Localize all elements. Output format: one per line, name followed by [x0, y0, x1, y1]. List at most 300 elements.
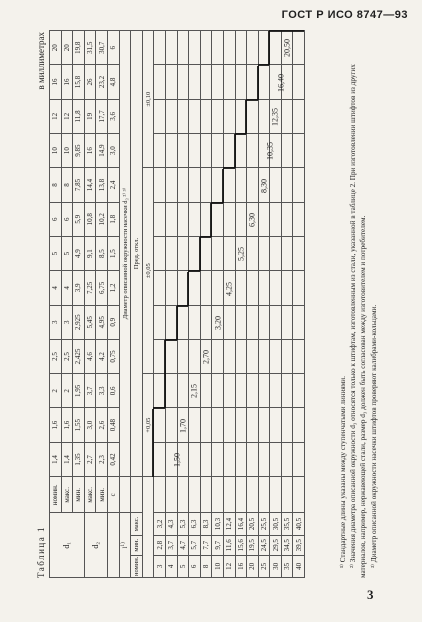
d1-cell: 8: [50, 168, 62, 202]
d1-cell: 1,95: [73, 374, 85, 408]
d3-cell: [293, 271, 305, 305]
d3-cell: [200, 305, 212, 339]
d3-cell: [281, 168, 293, 202]
d1-cell: 2,425: [73, 339, 85, 373]
d3-cell: [270, 168, 282, 202]
d3-cell: [258, 99, 270, 133]
d3-cell: [258, 236, 270, 270]
d3-cell: [212, 202, 224, 236]
d3-cell: [200, 271, 212, 305]
d3-cell: [281, 374, 293, 408]
d1-cell: 10: [61, 134, 73, 168]
l-cell: 3,7: [165, 535, 177, 555]
d3-cell: [177, 65, 189, 99]
d1-label: d₁: [50, 513, 85, 578]
d3-cell: [165, 374, 177, 408]
l-cell: 5,7: [189, 535, 201, 555]
d3-cell: [258, 271, 270, 305]
d1-cell: 2: [50, 374, 62, 408]
d1-cell: 5: [61, 236, 73, 270]
d3-cell: [177, 134, 189, 168]
d3-cell: [212, 134, 224, 168]
d3-cell: [212, 374, 224, 408]
d2-cell: 2,7: [84, 442, 96, 476]
l-subheader-row: [131, 31, 143, 578]
d3-cell: [165, 202, 177, 236]
tol-cell: ±0,05: [142, 168, 154, 374]
d2-cell: 3,3: [96, 374, 108, 408]
d2-row: [84, 31, 96, 578]
c-cell: 6: [107, 31, 119, 65]
d3-cell: [293, 31, 305, 65]
d3-cell: [223, 442, 235, 476]
l-row: [293, 31, 305, 578]
d1-cell: 8: [61, 168, 73, 202]
d1-cell: 2,5: [61, 339, 73, 373]
d3-cell: [247, 271, 259, 305]
c-cell: 0,48: [107, 408, 119, 442]
l-cell: 30: [270, 555, 282, 577]
d3-cell: [177, 339, 189, 373]
l-cell: 29,5: [270, 535, 282, 555]
d3-cell: [165, 65, 177, 99]
d3-cell: [200, 168, 212, 202]
d3-cell: [189, 271, 201, 305]
tol-label-pad: [131, 477, 143, 513]
d1-row: [73, 31, 85, 578]
d3-cell: [200, 99, 212, 133]
l-cell: 12,4: [223, 513, 235, 535]
d3-cell: [235, 305, 247, 339]
l-cell: 2,8: [154, 535, 166, 555]
d3-span-header: Диаметр описанной окружности насечки d₃ ²⁾ ³⁾: [119, 31, 131, 477]
l-row: [189, 31, 201, 578]
l-cell: 20,5: [247, 513, 259, 535]
footnote-2: ²⁾ Значения диаметра описанной окружности d₃ относятся только к штифтам, изготовленным из стали, указанной в таблице 2. При изготовлении штифтов из других материалов, например, нержавеющей стали, размер d₃ должен быть согласован между изготовителем и потребителем.: [349, 64, 368, 578]
d3-cell: [235, 65, 247, 99]
d3-cell: [293, 168, 305, 202]
l-cell: 40: [293, 555, 305, 577]
l-cell: 10,3: [212, 513, 224, 535]
d3-value: 6,30: [247, 213, 257, 227]
d2-cell: 31,5: [84, 31, 96, 65]
d3-cell: [293, 202, 305, 236]
d2-cell: 13,8: [96, 168, 108, 202]
d3-cell: [154, 202, 166, 236]
d1-cell: 12: [50, 99, 62, 133]
d3-cell: [258, 202, 270, 236]
d3-cell: [154, 99, 166, 133]
tol-header: Пред. откл.: [131, 31, 143, 477]
l-cell: 9,7: [212, 535, 224, 555]
d3-cell: [281, 202, 293, 236]
d1-cell: 4: [50, 271, 62, 305]
d1-cell: 15,8: [73, 65, 85, 99]
tol-cell: +0,05: [142, 374, 154, 477]
l-footnote-ref: 1): [120, 542, 127, 547]
l-pad: [165, 477, 177, 513]
d2-cell: 9,1: [84, 236, 96, 270]
tol-cell: ±0,10: [142, 31, 154, 168]
d2-cell: 16: [84, 134, 96, 168]
d3-cell: [223, 202, 235, 236]
page-number: 3: [367, 587, 374, 602]
d3-value: 8,30: [259, 179, 268, 193]
d3-cell: [281, 271, 293, 305]
d3-cell: [212, 168, 224, 202]
d3-cell: [235, 202, 247, 236]
d3-value: 3,20: [213, 316, 222, 330]
d3-cell: [281, 134, 293, 168]
d3-cell: [281, 408, 293, 442]
d1-cell: 1,4: [61, 442, 73, 476]
pin-dimension-table: [49, 30, 305, 578]
d3-cell: [189, 168, 201, 202]
d1-cell: 4,9: [73, 236, 85, 270]
l-cell: 8,3: [200, 513, 212, 535]
l-header-row: [119, 31, 131, 578]
d3-cell: [281, 236, 293, 270]
d3-cell: [258, 65, 270, 99]
d1-cell: 10: [50, 134, 62, 168]
l-cell: 3,2: [154, 513, 166, 535]
d2-cell: 2,3: [96, 442, 108, 476]
c-cell: 0,42: [107, 442, 119, 476]
l-pad: [212, 477, 224, 513]
c-label: с: [107, 477, 119, 513]
l-cell: 4,7: [177, 535, 189, 555]
d2-cell: 8,5: [96, 236, 108, 270]
d3-cell: [189, 202, 201, 236]
d3-cell: [270, 442, 282, 476]
d3-cell: [212, 339, 224, 373]
d1-row-label: мин.: [73, 477, 85, 513]
d1-cell: 2,925: [73, 305, 85, 339]
d3-cell: [223, 99, 235, 133]
d3-cell: [200, 442, 212, 476]
d3-cell: [223, 408, 235, 442]
d3-cell: [165, 31, 177, 65]
l-cell: 16: [235, 555, 247, 577]
d3-value: 1,70: [178, 419, 187, 433]
d3-cell: [293, 374, 305, 408]
d3-cell: [165, 99, 177, 133]
d3-cell: [223, 236, 235, 270]
l-cell: 4,3: [165, 513, 177, 535]
d3-cell: [293, 408, 305, 442]
d3-cell: [212, 271, 224, 305]
d3-cell: [200, 134, 212, 168]
l-cell: 25,5: [258, 513, 270, 535]
d3-cell: [165, 271, 177, 305]
d3-cell: [293, 442, 305, 476]
d3-cell: [165, 408, 177, 442]
d3-cell: [281, 442, 293, 476]
d1-cell: 5,9: [73, 202, 85, 236]
c-row: [107, 31, 119, 578]
c-cell: 1,2: [107, 271, 119, 305]
c-cell: 1,8: [107, 202, 119, 236]
d3-cell: [189, 339, 201, 373]
c-cell: 3,6: [107, 99, 119, 133]
d2-cell: 10,8: [84, 202, 96, 236]
d3-cell: [235, 99, 247, 133]
d3-value: 2,15: [189, 384, 199, 398]
d3-cell: [165, 168, 177, 202]
l-cell: 35,5: [281, 513, 293, 535]
d3-cell: [177, 271, 189, 305]
d1-cell: 6: [50, 202, 62, 236]
d3-cell: [200, 31, 212, 65]
l-cell: 4: [165, 555, 177, 577]
d1-cell: 11,8: [73, 99, 85, 133]
d3-cell: [247, 339, 259, 373]
d3-cell: [293, 134, 305, 168]
l-cell: 8: [200, 555, 212, 577]
c-cell: 0,9: [107, 305, 119, 339]
l-label: l: [122, 546, 130, 549]
d3-cell: [281, 305, 293, 339]
d3-cell: [235, 271, 247, 305]
d2-row-label: макс.: [84, 477, 96, 513]
d3-cell: [235, 408, 247, 442]
d2-label: d₂: [84, 513, 107, 578]
l-header: [119, 513, 131, 578]
d3-value: 1,50: [172, 453, 181, 467]
d1-cell: 1,55: [73, 408, 85, 442]
d3-cell: [247, 65, 259, 99]
d3-cell: [223, 31, 235, 65]
l-cell: 35: [281, 555, 293, 577]
d3-cell: [165, 236, 177, 270]
c-label-pad: [107, 513, 119, 578]
d3-cell: [189, 134, 201, 168]
l-cell: 16,4: [235, 513, 247, 535]
d1-cell: 16: [50, 65, 62, 99]
d3-value: 5,25: [236, 247, 245, 261]
d3-cell: [177, 99, 189, 133]
l-row: [177, 31, 189, 578]
l-pad: [154, 477, 166, 513]
d3-cell: [293, 339, 305, 373]
d3-cell: [154, 271, 166, 305]
d2-cell: 3,7: [84, 374, 96, 408]
d1-cell: 6: [61, 202, 73, 236]
d2-cell: 6,75: [96, 271, 108, 305]
d3-cell: [189, 305, 201, 339]
rotated-table-area: [36, 30, 401, 578]
d3-cell: [154, 65, 166, 99]
l-cell: 12: [223, 555, 235, 577]
l-cell: 7,7: [200, 535, 212, 555]
d3-cell: [189, 65, 201, 99]
l-cell: 34,5: [281, 535, 293, 555]
d3-cell: [223, 339, 235, 373]
d3-cell: [154, 339, 166, 373]
d3-cell: [270, 408, 282, 442]
d1-cell: 1,4: [50, 442, 62, 476]
d2-cell: 4,6: [84, 339, 96, 373]
d1-row: [61, 31, 73, 578]
d3-cell: [258, 374, 270, 408]
d1-cell: 20: [61, 31, 73, 65]
d1-cell: 16: [61, 65, 73, 99]
d3-cell: [154, 408, 166, 442]
d3-cell: [154, 134, 166, 168]
d3-cell: [177, 168, 189, 202]
d1-cell: 5: [50, 236, 62, 270]
l-row: [200, 31, 212, 578]
d1-cell: 20: [50, 31, 62, 65]
d1-cell: 1,6: [50, 408, 62, 442]
l-subheader: макс.: [131, 513, 143, 535]
d1-cell: 1,35: [73, 442, 85, 476]
d3-value: 12,35: [270, 108, 280, 126]
d1-cell: 2,5: [50, 339, 62, 373]
l-row: [281, 31, 293, 578]
span-header-pad: [119, 477, 131, 513]
l-cell: 39,5: [293, 535, 305, 555]
d2-cell: 10,2: [96, 202, 108, 236]
d1-cell: 1,6: [61, 408, 73, 442]
d3-cell: [247, 305, 259, 339]
d3-value: 4,25: [224, 282, 234, 296]
d3-cell: [200, 202, 212, 236]
d3-cell: [223, 374, 235, 408]
l-cell: 5,3: [177, 513, 189, 535]
d1-cell: 3: [61, 305, 73, 339]
d3-cell: [247, 236, 259, 270]
d3-cell: [165, 134, 177, 168]
d3-cell: [293, 236, 305, 270]
c-cell: 0,75: [107, 339, 119, 373]
document-header: ГОСТ Р ИСО 8747—93: [281, 9, 408, 21]
d3-cell: [165, 339, 177, 373]
l-cell: 6: [189, 555, 201, 577]
d3-cell: [189, 31, 201, 65]
d2-cell: 4,2: [96, 339, 108, 373]
c-cell: 2,4: [107, 168, 119, 202]
l-pad: [200, 477, 212, 513]
l-pad: [177, 477, 189, 513]
d3-cell: [212, 442, 224, 476]
d1-cell: 19,8: [73, 31, 85, 65]
l-cell: 24,5: [258, 535, 270, 555]
tol-pad: [142, 477, 154, 578]
d3-cell: [235, 168, 247, 202]
l-row: [235, 31, 247, 578]
d1-cell: 12: [61, 99, 73, 133]
d3-cell: [270, 31, 282, 65]
d3-cell: [247, 408, 259, 442]
d1-cell: 2: [61, 374, 73, 408]
d3-cell: [293, 65, 305, 99]
d2-cell: 14,9: [96, 134, 108, 168]
d3-cell: [247, 442, 259, 476]
l-row: [165, 31, 177, 578]
footnote-3: ³⁾ Диаметр описанной окружности насечки штифтов проверяют калибрами-кольцами.: [369, 304, 378, 568]
l-pad: [235, 477, 247, 513]
d3-cell: [177, 374, 189, 408]
d3-cell: [223, 134, 235, 168]
d3-cell: [223, 168, 235, 202]
d2-cell: 3,0: [84, 408, 96, 442]
d3-cell: [177, 31, 189, 65]
d3-cell: [177, 236, 189, 270]
d2-row: [96, 31, 108, 578]
d3-cell: [247, 374, 259, 408]
l-cell: 11,6: [223, 535, 235, 555]
d1-cell: 4: [61, 271, 73, 305]
c-cell: 3,0: [107, 134, 119, 168]
d3-value: 2,70: [201, 350, 211, 364]
l-row: [154, 31, 166, 578]
d1-row-label: номин.: [50, 477, 62, 513]
d3-cell: [247, 134, 259, 168]
l-cell: 5: [177, 555, 189, 577]
l-cell: 19,5: [247, 535, 259, 555]
d3-cell: [154, 374, 166, 408]
l-cell: 40,5: [293, 513, 305, 535]
d3-cell: [200, 374, 212, 408]
d3-cell: [270, 339, 282, 373]
d1-row: [50, 31, 62, 578]
d3-cell: [270, 305, 282, 339]
l-cell: 3: [154, 555, 166, 577]
d3-cell: [177, 305, 189, 339]
footnote-1: ¹⁾ Стандартные длины указаны между ступенчатыми линиями.: [339, 376, 347, 568]
d3-cell: [154, 31, 166, 65]
d3-cell: [200, 408, 212, 442]
d3-cell: [258, 442, 270, 476]
d3-cell: [212, 31, 224, 65]
table-title: Таблица 1: [36, 526, 46, 578]
l-row: [223, 31, 235, 578]
d2-cell: 5,45: [84, 305, 96, 339]
d1-cell: 3: [50, 305, 62, 339]
l-pad: [270, 477, 282, 513]
l-pad: [258, 477, 270, 513]
d3-cell: [235, 339, 247, 373]
d2-cell: 19: [84, 99, 96, 133]
d3-cell: [212, 236, 224, 270]
rotated-page-content: [36, 30, 401, 578]
l-cell: 6,3: [189, 513, 201, 535]
d2-cell: 26: [84, 65, 96, 99]
footnotes: [338, 30, 379, 578]
d3-cell: [270, 374, 282, 408]
d2-cell: 14,4: [84, 168, 96, 202]
d1-cell: 3,9: [73, 271, 85, 305]
d3-cell: [177, 202, 189, 236]
d3-cell: [200, 65, 212, 99]
d3-cell: [293, 99, 305, 133]
d3-cell: [154, 168, 166, 202]
l-cell: 30,5: [270, 513, 282, 535]
l-cell: 20: [247, 555, 259, 577]
l-subheader: мин.: [131, 535, 143, 555]
l-row: [258, 31, 270, 578]
d3-cell: [293, 305, 305, 339]
d2-cell: 23,2: [96, 65, 108, 99]
d1-cell: 7,85: [73, 168, 85, 202]
d3-cell: [154, 236, 166, 270]
d3-cell: [247, 31, 259, 65]
l-row: [212, 31, 224, 578]
d3-cell: [212, 408, 224, 442]
l-pad: [247, 477, 259, 513]
d3-cell: [189, 442, 201, 476]
